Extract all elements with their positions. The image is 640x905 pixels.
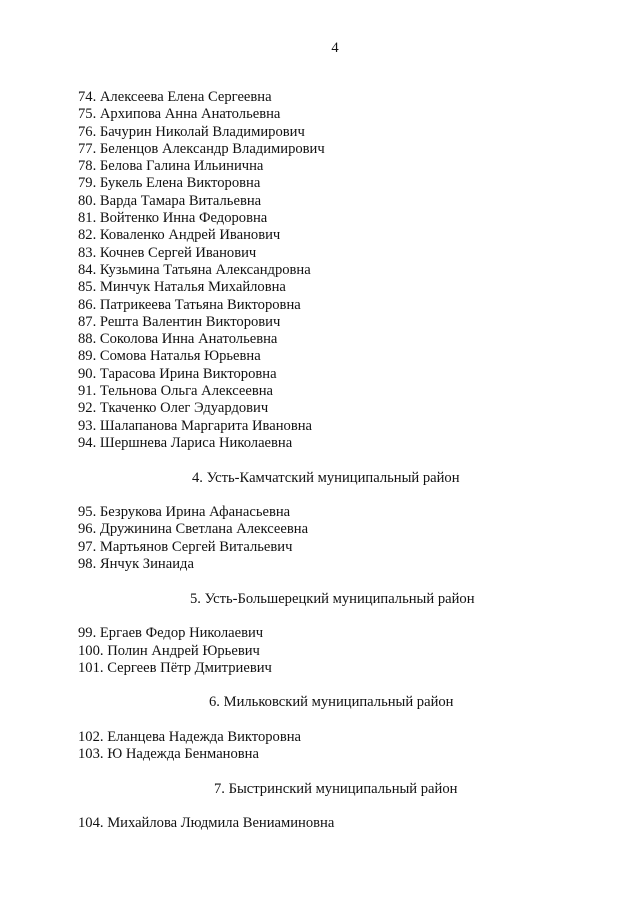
list-item: 87. Решта Валентин Викторович: [78, 313, 281, 330]
section-heading: 4. Усть-Камчатский муниципальный район: [192, 469, 460, 486]
list-item: 86. Патрикеева Татьяна Викторовна: [78, 296, 301, 313]
list-item: 97. Мартьянов Сергей Витальевич: [78, 538, 293, 555]
list-group-milkovsky: [78, 694, 578, 763]
section-heading: 7. Быстринский муниципальный район: [214, 780, 458, 797]
list-item: 83. Кочнев Сергей Иванович: [78, 244, 257, 261]
list-item: 89. Сомова Наталья Юрьевна: [78, 348, 261, 365]
list-item: 85. Минчук Наталья Михайловна: [78, 279, 286, 296]
list-item: 77. Беленцов Александр Владимирович: [78, 140, 325, 157]
list-item: 74. Алексеева Елена Сергеевна: [78, 89, 272, 105]
list-item: 79. Букель Елена Викторовна: [78, 175, 261, 192]
list-item: 98. Янчук Зинаида: [78, 556, 194, 573]
list-item: 82. Коваленко Андрей Иванович: [78, 227, 281, 244]
list-item: 93. Шалапанова Маргарита Ивановна: [78, 417, 313, 434]
page-number: 4: [331, 40, 339, 56]
list-item: 95. Безрукова Ирина Афанасьевна: [78, 504, 291, 521]
list-group-ust-kamchatsky: [78, 470, 578, 574]
list-item: 99. Ергаев Федор Николаевич: [78, 625, 264, 642]
list-group-ust-bolsheretsky: [78, 591, 578, 677]
list-group-continued: [78, 89, 578, 452]
list-item: 81. Войтенко Инна Федоровна: [78, 210, 268, 227]
list-item: 90. Тарасова Ирина Викторовна: [78, 365, 277, 382]
list-item: 101. Сергеев Пётр Дмитриевич: [78, 659, 272, 676]
list-item: 104. Михайлова Людмила Вениаминовна: [78, 815, 335, 832]
list-item: 76. Бачурин Николай Владимирович: [78, 123, 305, 140]
list-item: 102. Еланцева Надежда Викторовна: [78, 728, 302, 745]
list-item: 100. Полин Андрей Юрьевич: [78, 642, 260, 659]
list-item: 94. Шершнева Лариса Николаевна: [78, 434, 293, 451]
list-item: 103. Ю Надежда Бенмановна: [78, 746, 259, 763]
document-body: [78, 89, 578, 833]
section-heading: 5. Усть-Большерецкий муниципальный район: [190, 590, 475, 607]
list-item: 80. Варда Тамара Витальевна: [78, 192, 262, 209]
section-heading: 6. Мильковский муниципальный район: [209, 694, 454, 711]
list-item: 96. Дружинина Светлана Алексеевна: [78, 521, 309, 538]
list-item: 84. Кузьмина Татьяна Александровна: [78, 261, 311, 278]
list-group-bystrinsky: [78, 781, 578, 833]
list-item: 78. Белова Галина Ильинична: [78, 158, 264, 175]
list-item: 92. Ткаченко Олег Эдуардович: [78, 400, 269, 417]
list-item: 91. Тельнова Ольга Алексеевна: [78, 383, 273, 400]
list-item: 88. Соколова Инна Анатольевна: [78, 331, 278, 348]
list-item: 75. Архипова Анна Анатольевна: [78, 106, 281, 123]
